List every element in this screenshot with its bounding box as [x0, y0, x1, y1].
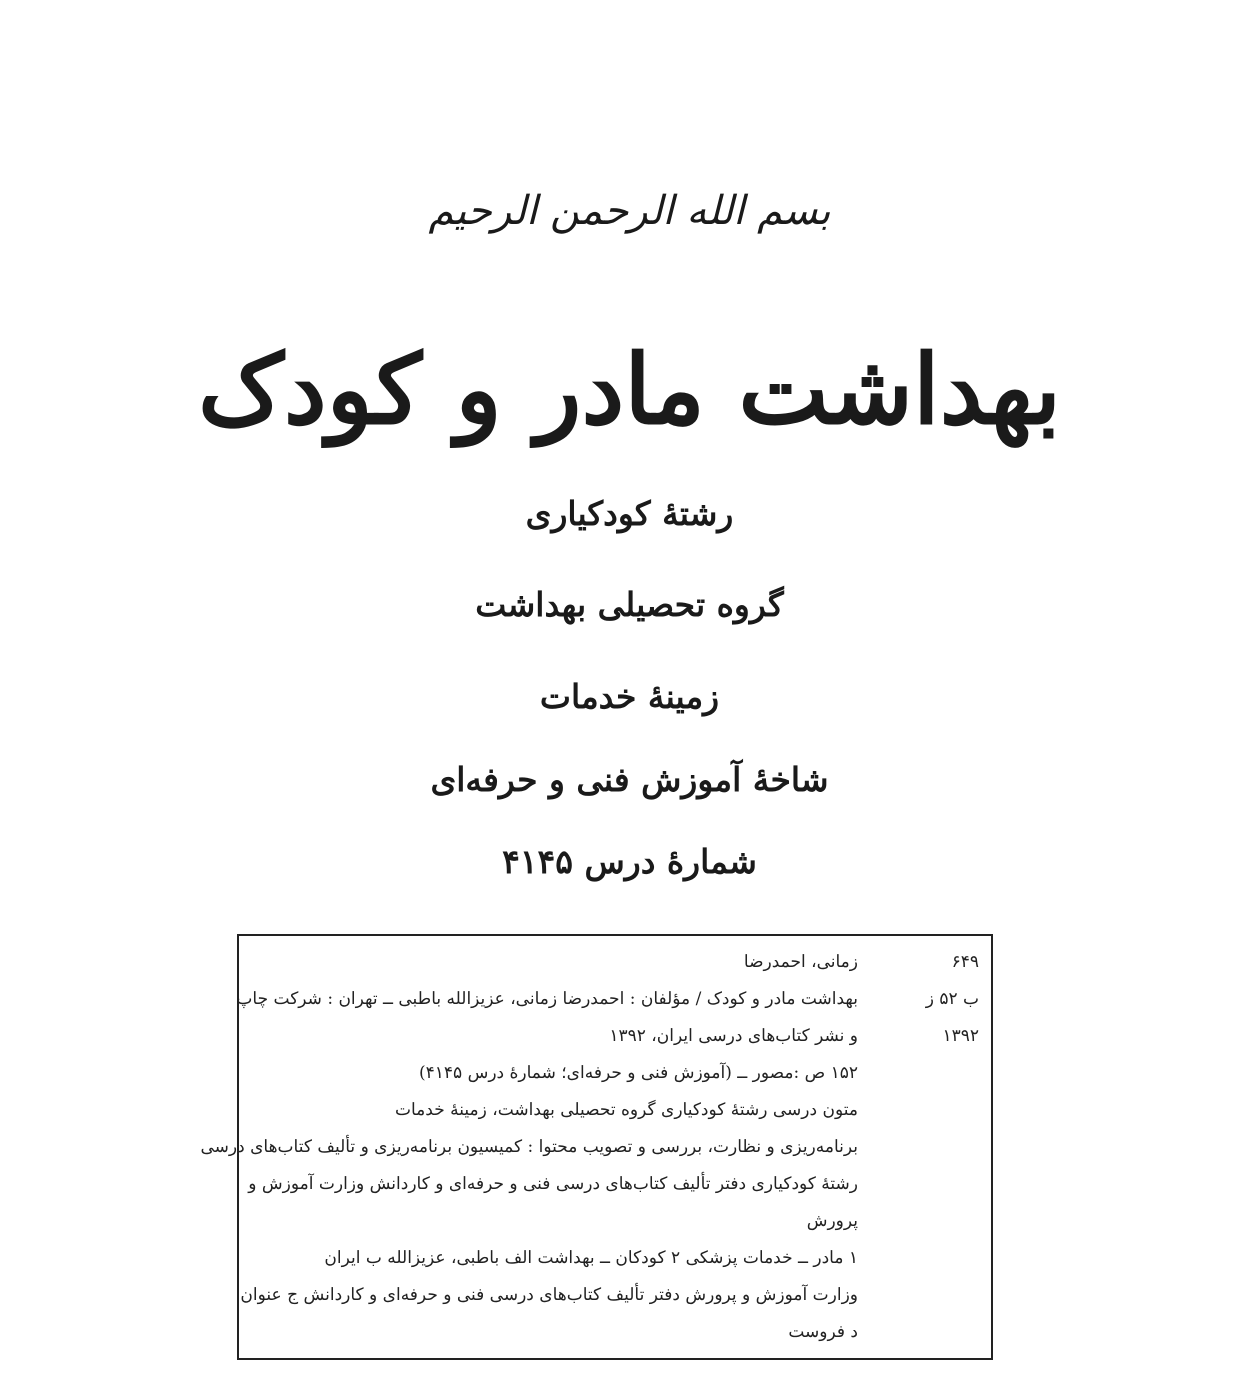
subtitle-area: زمینهٔ خدمات [539, 677, 720, 716]
catalog-line: پرورش [806, 1211, 858, 1231]
subtitle-course-number: شمارهٔ درس ۴۱۴۵ [502, 842, 757, 881]
cataloging-record-box [200, 934, 993, 1360]
catalog-line: د فروست [788, 1322, 858, 1342]
catalog-line: رشتهٔ کودکیاری دفتر تألیف کتاب‌های درسی فنی و حرفه‌ای و کاردانش وزارت آموزش و [248, 1174, 858, 1194]
catalog-line: زمانی، احمدرضا [743, 952, 858, 972]
basmala-heading: بسم الله الرحمن الرحیم [428, 188, 831, 234]
subtitle-branch: شاخهٔ آموزش فنی و حرفه‌ای [430, 760, 829, 799]
subtitle-field: رشتهٔ کودکیاری [525, 494, 734, 533]
catalog-line: متون درسی رشتهٔ کودکیاری گروه تحصیلی بهداشت، زمینهٔ خدمات [394, 1100, 858, 1120]
catalog-line: و نشر کتاب‌های درسی ایران، ۱۳۹۲ [609, 1026, 858, 1046]
classification-column [879, 944, 979, 1055]
catalog-line: ۱۵۲ ص :مصور ــ (آموزش فنی و حرفه‌ای؛ شمارهٔ درس ۴۱۴۵) [419, 1063, 858, 1083]
classification-line: ۱۳۹۲ [942, 1026, 979, 1046]
catalog-line: برنامه‌ریزی و نظارت، بررسی و تصویب محتوا : کمیسیون برنامه‌ریزی و تألیف کتاب‌های درسی [200, 1137, 858, 1157]
catalog-line: ۱ مادر ــ خدمات پزشکی ۲ کودکان ــ بهداشت الف باطبی، عزیزالله ب ایران [324, 1248, 858, 1268]
cataloging-text [200, 944, 858, 1351]
page-title: بهداشت مادر و کودک [197, 333, 1062, 446]
classification-line: ب ۵۲ ز [925, 989, 979, 1009]
classification-line: ۶۴۹ [951, 952, 979, 972]
catalog-line: وزارت آموزش و پرورش دفتر تألیف کتاب‌های درسی فنی و حرفه‌ای و کاردانش ج عنوان [240, 1285, 858, 1305]
catalog-line: بهداشت مادر و کودک / مؤلفان : احمدرضا زمانی، عزیزالله باطبی ــ تهران : شرکت چاپ [236, 989, 858, 1009]
subtitle-group: گروه تحصیلی بهداشت [475, 585, 784, 624]
